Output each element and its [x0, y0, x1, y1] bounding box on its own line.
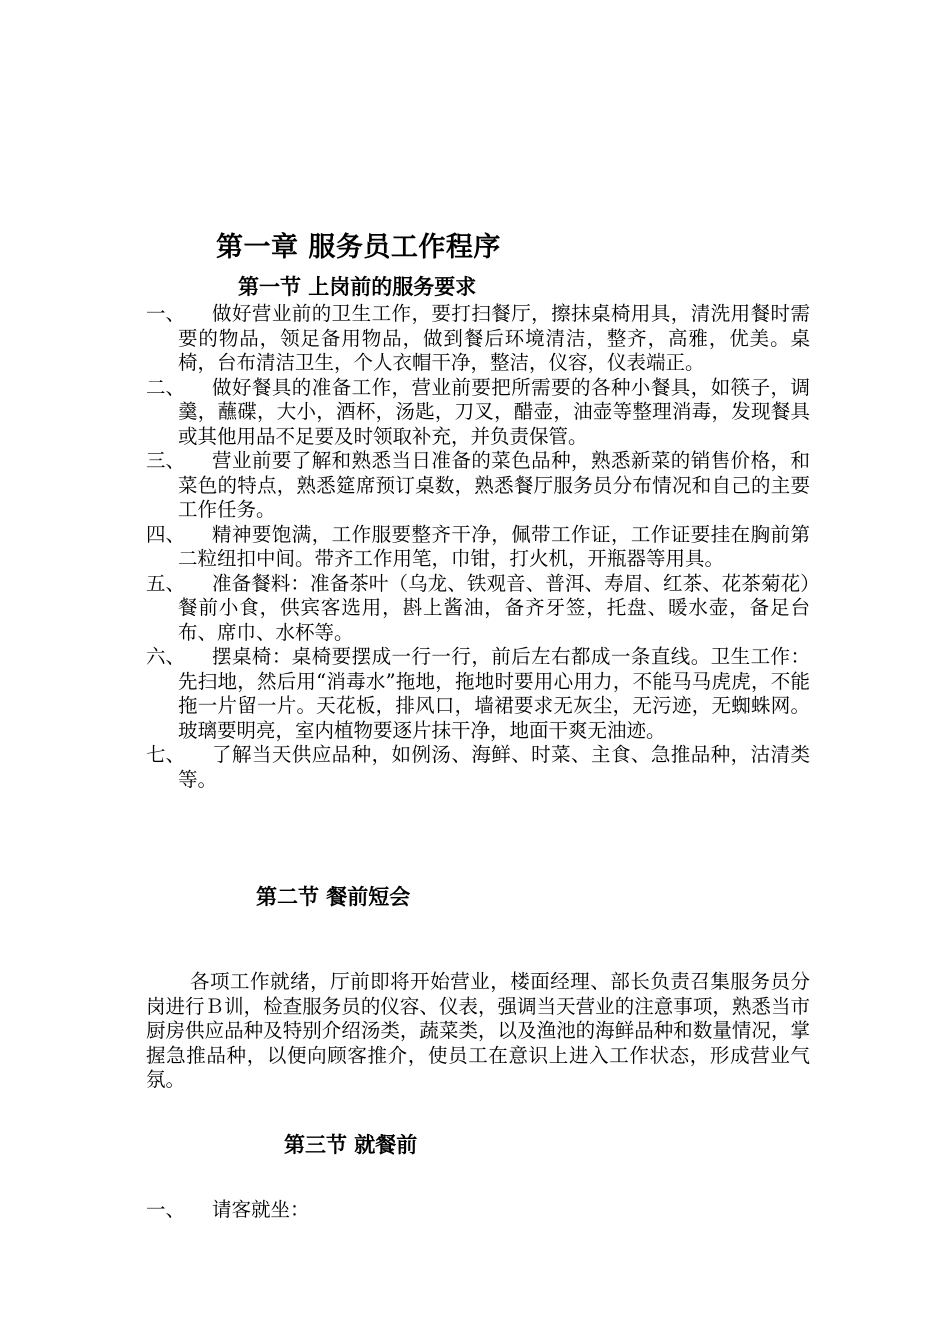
- list-item-text: 了解当天供应品种，如例汤、海鲜、时菜、主食、急推品种，沽清类等。: [178, 743, 810, 791]
- list-item-text: 做好餐具的准备工作，营业前要把所需要的各种小餐具，如筷子，调羹，蘸碟，大小，酒杯，汤匙，刀叉，醋壶，油壶等整理消毒，发现餐具或其他用品不足要及时领取补充，并负责保管。: [178, 375, 810, 448]
- section-title-3: 第三节 就餐前: [284, 1132, 418, 1157]
- list-item-text: 摆桌椅：桌椅要摆成一行一行，前后左右都成一条直线。卫生工作：先扫地，然后用“消毒水”拖地，拖地时要用心用力，不能马马虎虎，不能拖一片留一片。天花板，排风口，墙裙要求无灰尘，无污迹，无蜘蛛网。玻璃要明亮，室内植物要逐片抹干净，地面干爽无油迹。: [178, 645, 810, 742]
- section-title-2: 第二节 餐前短会: [256, 884, 411, 909]
- section-1-list: [146, 302, 810, 792]
- section-3-list-item: [146, 1198, 810, 1223]
- list-item-number: 一、: [146, 1198, 186, 1221]
- list-item-number: 三、: [146, 449, 186, 472]
- list-item-number: 四、: [146, 522, 186, 546]
- list-item: [146, 743, 810, 792]
- list-item-text: 营业前要了解和熟悉当日准备的菜色品种，熟悉新菜的销售价格，和菜色的特点，熟悉筵席预订桌数，熟悉餐厅服务员分布情况和自己的主要工作任务。: [178, 449, 810, 521]
- list-item: [146, 302, 810, 376]
- section-2-paragraph: 各项工作就绪，厅前即将开始营业，楼面经理、部长负责召集服务员分岗进行Ｂ训，检查服务员的仪容、仪表，强调当天营业的注意事项，熟悉当市厨房供应品种及特别介绍汤类，蔬菜类，以及渔池的海鲜品种和数量情况，掌握急推品种，以便向顾客推介，使员工在意识上进入工作状态，形成营业气氛。: [146, 970, 810, 1091]
- list-item-number: 七、: [146, 743, 186, 766]
- section-title-1: 第一节 上岗前的服务要求: [238, 274, 477, 299]
- list-item: [146, 376, 810, 450]
- list-item: [146, 645, 810, 743]
- chapter-title: 第一章 服务员工作程序: [216, 232, 501, 263]
- list-item: [146, 449, 810, 523]
- list-item-number: 五、: [146, 571, 186, 595]
- list-item-text: 做好营业前的卫生工作，要打扫餐厅，擦抹桌椅用具，清洗用餐时需要的物品，领足备用物品，做到餐后环境清洁，整齐，高雅，优美。桌椅，台布清洁卫生，个人衣帽干净，整洁，仪容，仪表端正。: [178, 302, 810, 374]
- list-item-text: 精神要饱满，工作服要整齐干净，佩带工作证，工作证要挂在胸前第二粒纽扣中间。带齐工作用笔，巾钳，打火机，开瓶器等用具。: [178, 522, 810, 570]
- list-item: [146, 523, 810, 572]
- list-item-number: 二、: [146, 375, 186, 399]
- list-item-number: 一、: [146, 302, 186, 325]
- list-item: [146, 572, 810, 646]
- list-item-text: 请客就坐：: [212, 1198, 310, 1221]
- list-item-number: 六、: [146, 645, 186, 668]
- list-item-text: 准备餐料：准备茶叶（乌龙、铁观音、普洱、寿眉、红茶、花茶菊花）餐前小食，供宾客选用，斟上酱油，备齐牙签，托盘、暖水壶，备足台布、席巾、水杯等。: [178, 571, 810, 644]
